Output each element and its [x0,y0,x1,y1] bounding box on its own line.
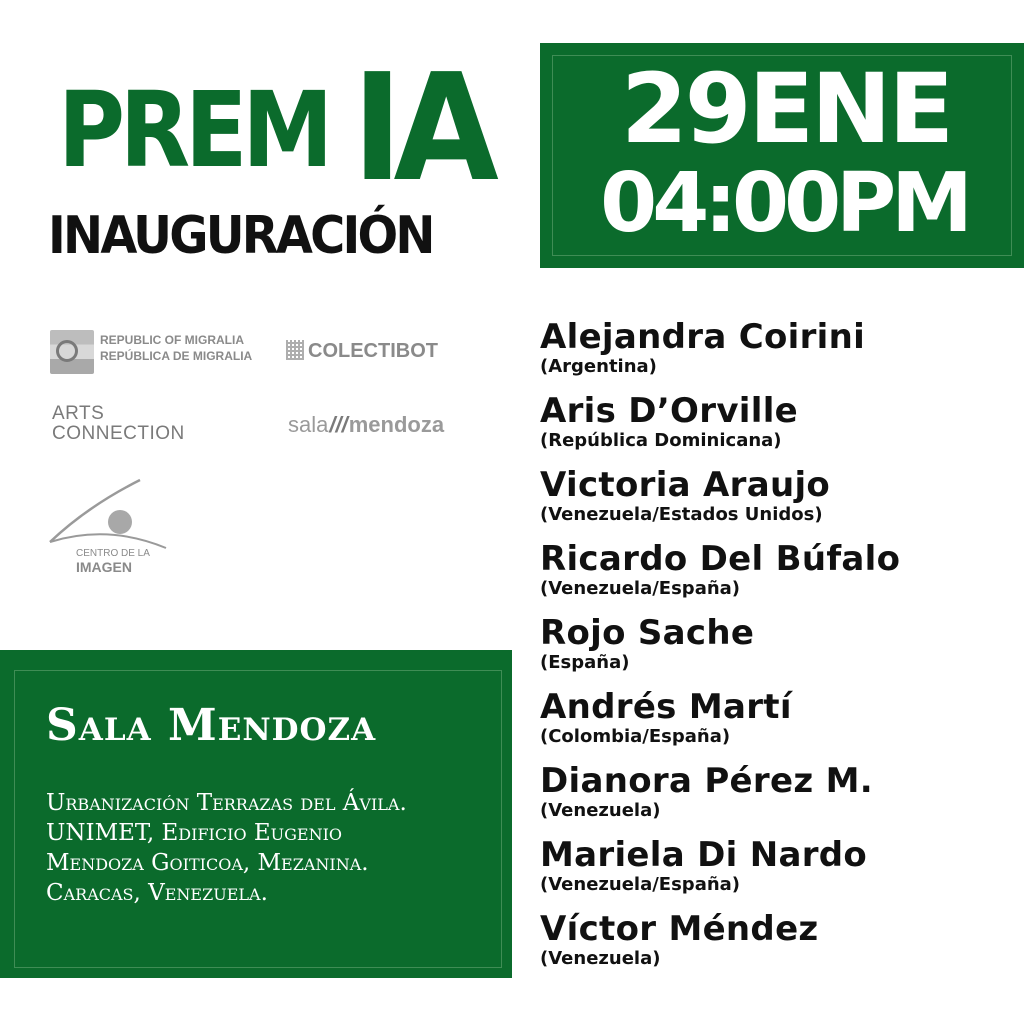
artist-entry [540,836,1020,896]
event-subtitle: INAUGURACIÓN [48,206,433,266]
artist-name: Dianora Pérez M. [540,761,873,801]
event-title [58,42,518,214]
venue-address-line: Urbanización Terrazas del Ávila. [46,790,407,816]
sala-mendoza-logo-slashes: /// [329,412,348,437]
artist-entry [540,318,1020,378]
migralia-logo-line2: REPÚBLICA DE MIGRALIA [100,349,253,363]
date-box [540,43,1024,268]
artist-name: Rojo Sache [540,613,755,653]
venue-address-line: Caracas, Venezuela. [46,880,268,906]
venue-name: Sala Mendoza [46,700,377,751]
colectibot-logo [286,338,466,366]
event-title-prem: PREM [58,69,329,191]
artist-country: (Venezuela) [540,800,661,821]
sala-mendoza-logo-word1: sala [288,412,329,437]
centro-imagen-logo-icon [48,478,178,550]
artist-entry [540,762,1020,822]
arts-connection-line2: CONNECTION [52,423,185,444]
artist-name: Mariela Di Nardo [540,835,868,875]
event-title-ia: IA [352,42,490,214]
sala-mendoza-logo [288,410,468,442]
artist-entry [540,392,1020,452]
sala-mendoza-logo-text [288,410,444,440]
sala-mendoza-logo-word2: mendoza [348,412,445,437]
centro-imagen-line1: CENTRO DE LA [76,548,150,559]
artist-country: (Venezuela/España) [540,874,741,895]
migralia-logo [50,330,270,374]
arts-connection-logo [52,404,222,448]
migralia-flag-icon [50,330,94,374]
centro-imagen-logo [48,478,178,578]
venue-box [0,650,512,978]
colectibot-logo-text: COLECTIBOT [308,340,438,362]
artist-country: (República Dominicana) [540,430,782,451]
event-date: 29ENE [620,53,952,165]
artist-name: Víctor Méndez [540,909,819,949]
venue-address-line: Mendoza Goiticoa, Mezanina. [46,850,369,876]
venue-address-line: UNIMET, Edificio Eugenio [46,820,343,846]
artist-country: (Venezuela/España) [540,578,741,599]
centro-imagen-line2: IMAGEN [76,559,132,575]
artist-entry [540,910,1020,970]
artist-name: Andrés Martí [540,687,792,727]
artist-name: Aris D’Orville [540,391,799,431]
colectibot-icon [286,340,304,360]
artist-name: Victoria Araujo [540,465,831,505]
artist-name: Ricardo Del Búfalo [540,539,901,579]
artist-country: (Colombia/España) [540,726,731,747]
artist-entry [540,466,1020,526]
artist-name: Alejandra Coirini [540,317,866,357]
migralia-logo-text [100,332,280,364]
event-time: 04:00PM [600,156,968,251]
artist-entry [540,540,1020,600]
artist-country: (Venezuela) [540,948,661,969]
venue-address [46,788,496,908]
artist-country: (Venezuela/Estados Unidos) [540,504,823,525]
artist-entry [540,688,1020,748]
artist-country: (España) [540,652,630,673]
artist-list [540,318,1020,984]
artist-entry [540,614,1020,674]
migralia-logo-line1: REPUBLIC OF MIGRALIA [100,333,244,347]
artist-country: (Argentina) [540,356,657,377]
arts-connection-line1: ARTS [52,403,105,424]
